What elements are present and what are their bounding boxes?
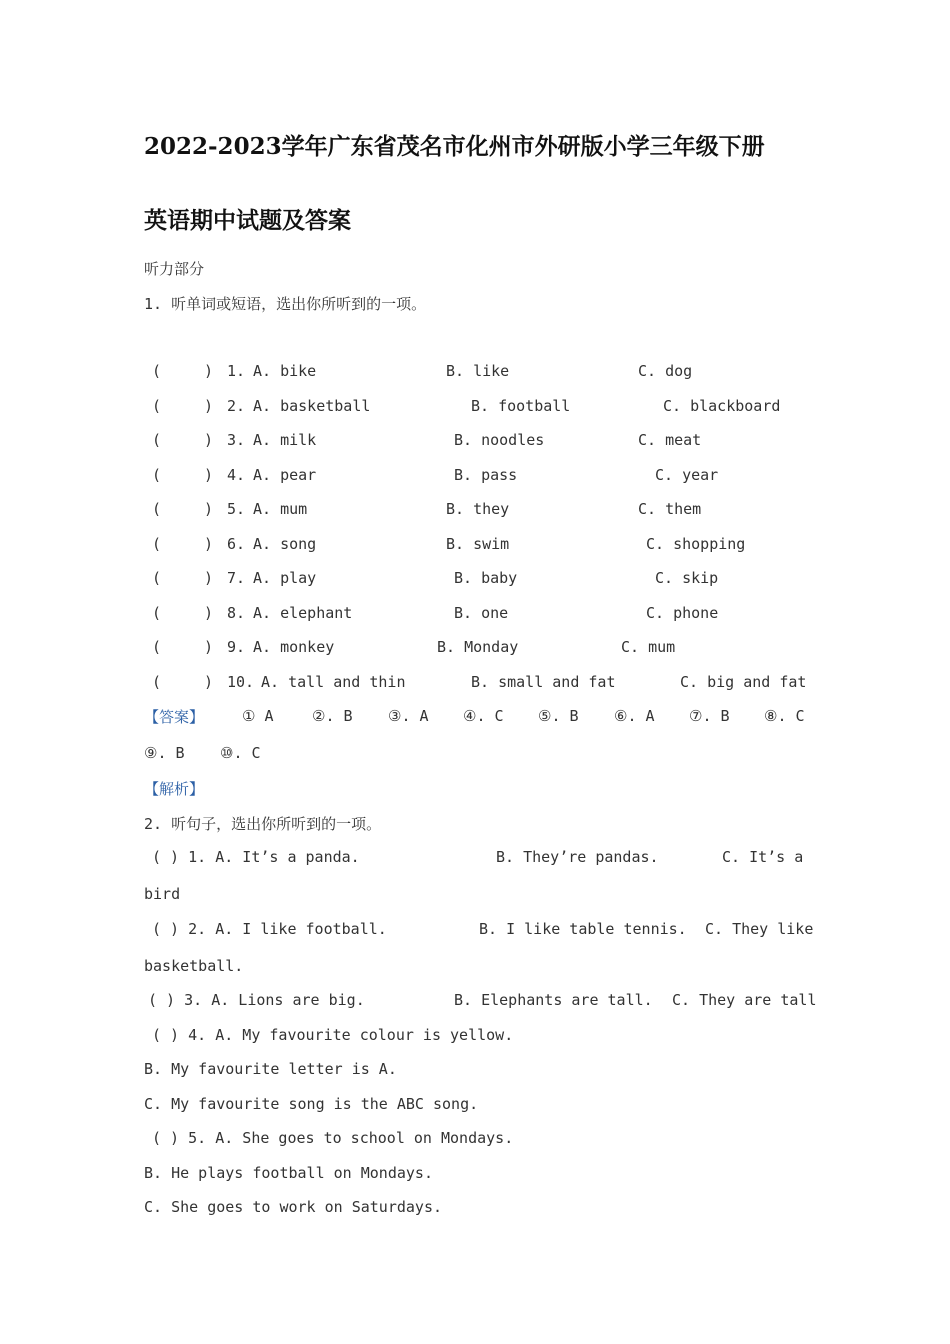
answer-bracket-open: ( [152, 466, 162, 484]
item-number: 4. [227, 466, 246, 484]
q2-line-2-b: B. I like table tennis. [479, 920, 687, 938]
option-c: C. dog [638, 362, 693, 380]
answer-value: ④. C [463, 707, 504, 725]
q2-line-3-c: C. They are tall [672, 991, 817, 1009]
answer-label: 【答案】 [144, 708, 205, 726]
answer-bracket-close: ) [204, 535, 214, 553]
answer-bracket-close: ) [204, 569, 214, 587]
q2-line-5-a: ( ) 5. A. She goes to school on Mondays. [152, 1129, 514, 1147]
analysis-label: 【解析】 [144, 780, 205, 798]
answer-value: ⑨. B [144, 744, 185, 762]
answer-bracket-close: ) [204, 673, 214, 691]
option-a: A. mum [253, 500, 308, 518]
answer-bracket-close: ) [204, 466, 214, 484]
option-b: B. they [446, 500, 510, 518]
item-number: 7. [227, 569, 246, 587]
q2-line-2-a: ( ) 2. A. I like football. [152, 920, 387, 938]
question-1-heading: 1. 听单词或短语，选出你所听到的一项。 [144, 295, 427, 313]
option-a: A. bike [253, 362, 317, 380]
answer-value: ⑦. B [689, 707, 730, 725]
q2-line-1-a: ( ) 1. A. It’s a panda. [152, 848, 360, 866]
option-b: B. swim [446, 535, 510, 553]
answer-bracket-open: ( [152, 535, 162, 553]
item-number: 3. [227, 431, 246, 449]
section-heading-listening: 听力部分 [144, 260, 205, 278]
q2-line-1-c: C. It’s a [722, 848, 804, 866]
option-c: C. mum [621, 638, 676, 656]
item-number: 8. [227, 604, 246, 622]
option-a: A. tall and thin [261, 673, 406, 691]
q2-line-1-b: B. They’re pandas. [496, 848, 659, 866]
option-b: B. pass [454, 466, 518, 484]
answer-value: ⑧. C [764, 707, 805, 725]
option-c: C. big and fat [680, 673, 807, 691]
answer-bracket-open: ( [152, 604, 162, 622]
option-a: A. elephant [253, 604, 353, 622]
answer-bracket-close: ) [204, 397, 214, 415]
option-c: C. phone [646, 604, 719, 622]
item-number: 9. [227, 638, 246, 656]
q2-line-4-b: B. My favourite letter is A. [144, 1060, 397, 1078]
question-2-heading: 2. 听句子，选出你所听到的一项。 [144, 815, 382, 833]
option-b: B. baby [454, 569, 518, 587]
q2-line-4-a: ( ) 4. A. My favourite colour is yellow. [152, 1026, 514, 1044]
answer-bracket-open: ( [152, 431, 162, 449]
option-b: B. like [446, 362, 510, 380]
option-a: A. pear [253, 466, 317, 484]
option-b: B. noodles [454, 431, 545, 449]
item-number: 6. [227, 535, 246, 553]
item-number: 10. [227, 673, 255, 691]
item-number: 2. [227, 397, 246, 415]
answer-value: ⑩. C [220, 744, 261, 762]
answer-bracket-close: ) [204, 431, 214, 449]
option-a: A. song [253, 535, 317, 553]
option-c: C. shopping [646, 535, 746, 553]
q2-line-2-c: C. They like [705, 920, 814, 938]
answer-value: ① A [242, 707, 274, 725]
q2-line-5-c: C. She goes to work on Saturdays. [144, 1198, 443, 1216]
answer-bracket-open: ( [152, 500, 162, 518]
option-c: C. meat [638, 431, 702, 449]
option-c: C. skip [655, 569, 719, 587]
answer-bracket-close: ) [204, 638, 214, 656]
answer-bracket-open: ( [152, 397, 162, 415]
answer-value: ③. A [388, 707, 429, 725]
item-number: 1. [227, 362, 246, 380]
option-c: C. them [638, 500, 702, 518]
option-c: C. blackboard [663, 397, 781, 415]
option-b: B. one [454, 604, 509, 622]
option-b: B. football [471, 397, 571, 415]
option-a: A. basketball [253, 397, 371, 415]
document-title-line2: 英语期中试题及答案 [144, 207, 351, 234]
option-b: B. small and fat [471, 673, 616, 691]
answer-bracket-open: ( [152, 673, 162, 691]
answer-bracket-close: ) [204, 362, 214, 380]
answer-bracket-open: ( [152, 638, 162, 656]
q2-line-1-d: bird [144, 885, 181, 903]
document-title-line1: 2022-2023学年广东省茂名市化州市外研版小学三年级下册 [144, 133, 765, 160]
q2-line-5-b: B. He plays football on Mondays. [144, 1164, 433, 1182]
option-a: A. play [253, 569, 317, 587]
answer-bracket-open: ( [152, 569, 162, 587]
q2-line-3-a: ( ) 3. A. Lions are big. [148, 991, 365, 1009]
item-number: 5. [227, 500, 246, 518]
answer-bracket-close: ) [204, 604, 214, 622]
answer-bracket-close: ) [204, 500, 214, 518]
option-c: C. year [655, 466, 719, 484]
q2-line-3-b: B. Elephants are tall. [454, 991, 653, 1009]
answer-value: ⑤. B [538, 707, 579, 725]
answer-value: ⑥. A [614, 707, 655, 725]
answer-value: ②. B [312, 707, 353, 725]
answer-bracket-open: ( [152, 362, 162, 380]
option-b: B. Monday [437, 638, 519, 656]
q2-line-4-c: C. My favourite song is the ABC song. [144, 1095, 479, 1113]
option-a: A. monkey [253, 638, 335, 656]
q2-line-2-d: basketball. [144, 957, 244, 975]
option-a: A. milk [253, 431, 317, 449]
